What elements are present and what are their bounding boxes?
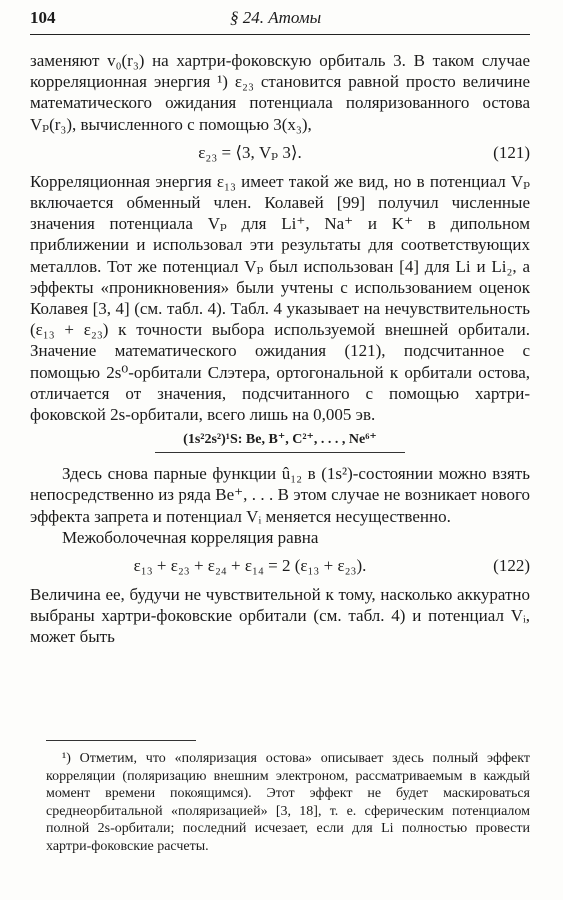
equation-expression: ε₁₃ + ε₂₃ + ε₂₄ + ε₁₄ = 2 (ε₁₃ + ε₂₃). (133, 556, 367, 576)
main-text (30, 50, 530, 648)
page-number: 104 (30, 8, 56, 27)
equation-expression: ε₂₃ = ⟨3, Vₚ 3⟩. (198, 142, 302, 162)
equation-121 (30, 139, 530, 167)
paragraph: Корреляционная энергия ε₁₃ имеет такой же вид, но в потенциал Vₚ включается обменный член. Колавей [99] получил численные значения потенциала Vₚ для Li⁺, Na⁺ и K⁺ в дипольном приближении и использовал эти результаты для соответствующих металлов. Тот же потенциал Vₚ был использован [4] для Li и Li₂, а эффекты «проникновения» были учтены с использованием оценок Колавея [3, 4] (см. табл. 4). Табл. 4 указывает на нечувствительность (ε₁₃ + ε₂₃) к точности выбора используемой внешней орбитали. Значение математического ожидания (121), подсчитанное с помощью 2s⁰-орбитали Слэтера, ортогональной к орбитали остова, отличается от значения, подсчитанного с помощью хартри-фоковской 2s-орбитали, всего лишь на 0,005 эв. (30, 171, 530, 425)
footnote: ¹) Отметим, что «поляризация остова» описывает здесь полный эффект корреляции (поляризацию внешним электроном, рассматриваемым в каждый момент времени покоящимся). Этот эффект не будет маскироваться среднеорбитальной «поляризацией» [3, 18], т. е. сферическим потенциалом полной 2s-орбитали; последний исчезает, если для Li полностью провести хартри-фоковские расчеты. (46, 751, 530, 854)
header-rule (30, 34, 530, 35)
equation-122 (30, 552, 530, 580)
subheading-rule (155, 452, 405, 453)
section-subheading: (1s²2s²)¹S: Be, B⁺, C²⁺, . . . , Ne⁶⁺ (183, 432, 377, 448)
paragraph: заменяют v₀(r₃) на хартри-фоковскую орбиталь 3. В таком случае корреляционная энергия ¹) ε₂₃ становится равной просто величине математического ожидания потенциала поляризованного остова Vₚ(r₃), вычисленного с помощью 3(x₃), (30, 51, 530, 134)
running-head: § 24. Атомы (230, 8, 322, 27)
paragraph: Здесь снова парные функции û₁₂ в (1s²)-состоянии можно взять непосредственно из ряда Be⁺, . . . В этом случае не возникает нового эффекта запрета и потенциал Vᵢ меняется несущественно. (30, 464, 530, 526)
paragraph: Межоболочечная корреляция равна (62, 527, 319, 547)
page-header (30, 4, 530, 34)
equation-number: (121) (493, 142, 530, 162)
footnote-rule (46, 740, 196, 741)
paragraph: Величина ее, будучи не чувствительной к тому, насколько аккуратно выбраны хартри-фоковские орбитали (см. табл. 4) и потенциал Vᵢ, может быть (30, 585, 530, 647)
equation-number: (122) (493, 556, 530, 576)
